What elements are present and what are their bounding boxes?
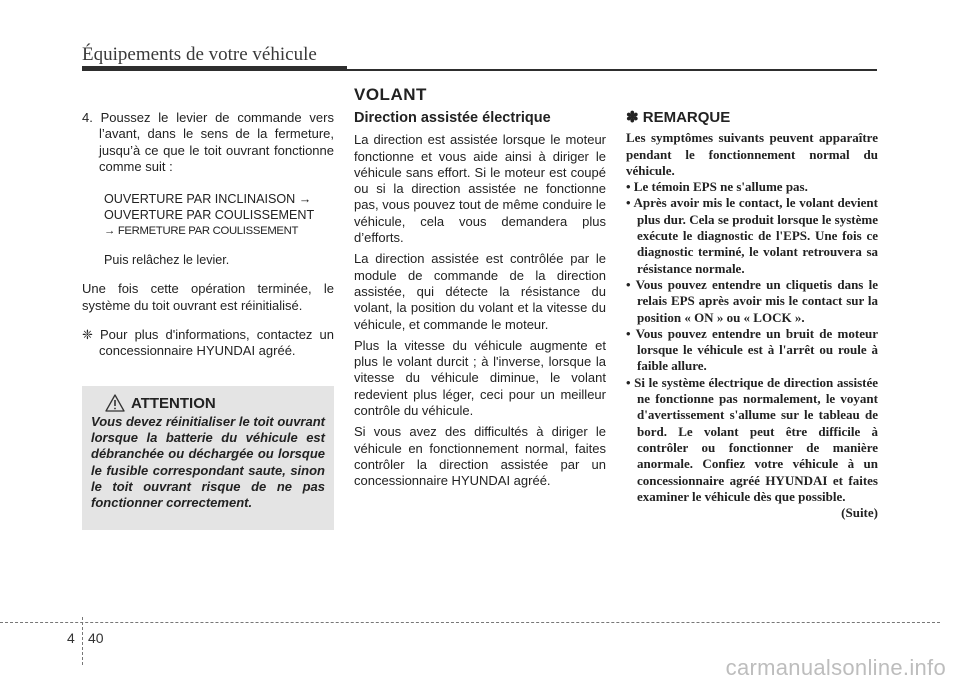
attention-title: ATTENTION — [131, 394, 216, 412]
remarque-bullet: • Si le système électrique de direction assistée ne fonctionne pas normalement, le voyant d'avertissement s'allume sur le tableau de bord. Le volant peut être difficile à contrôler ou fonctionner de manière anormale. Confiez votre véhicule à un concessionnaire agréé HYUNDAI et faites examiner le véhicule dès que possible. — [626, 374, 878, 504]
header-rule-thick — [82, 66, 347, 71]
footer-vertical-dashed-rule — [82, 617, 83, 665]
remarque-intro: Les symptômes suivants peuvent apparaître pendant le fonctionnement normal du véhicule. — [626, 130, 878, 178]
section-title-volant: VOLANT — [354, 85, 427, 104]
step-4-text: 4. Poussez le levier de commande vers l’avant, dans le sens de la fermeture, jusqu’à ce que le toit ouvrant fonctionne comme suit : — [82, 110, 334, 174]
suite-label: (Suite) — [841, 505, 878, 521]
release-instruction: Puis relâchez le levier. — [104, 252, 230, 267]
sequence-list — [82, 192, 334, 268]
attention-box — [82, 386, 334, 530]
header-rule-thin — [347, 69, 877, 71]
page-header-title: Équipements de votre véhicule — [82, 44, 317, 65]
remarque-bullet: • Le témoin EPS ne s'allume pas. — [626, 179, 808, 195]
volant-paragraph-1: La direction est assistée lorsque le moteur fonctionne et vous aide ainsi à diriger le véhicule sans effort. Si le moteur est coupé ou si la direction assistée ne fonctionne pas, vous pouvez tout de même conduire le véhicule, cela vous demandera plus d’efforts. — [354, 132, 606, 246]
attention-header — [105, 394, 325, 412]
remarque-bullet: • Vous pouvez entendre un bruit de moteur lorsque le véhicule est à l'arrêt ou roule à faible allure. — [626, 325, 878, 374]
more-info-text: ❈ Pour plus d'informations, contactez un concessionnaire HYUNDAI agréé. — [82, 326, 334, 359]
attention-body: Vous devez réinitialiser le toit ouvrant lorsque la batterie du véhicule est débranchée ou déchargée ou lorsque le fusible correspondant saute, sinon le toit ouvrant risque de ne pas fonctionner correctement. — [91, 414, 325, 511]
subtitle-direction-assistee: Direction assistée électrique — [354, 110, 551, 126]
left-column — [82, 110, 334, 360]
volant-paragraph-2: La direction assistée est contrôlée par le module de commande de la direction assistée, qui détecte la résistance du volant, la position du volant et la vitesse du véhicule, et commande le moteur. — [354, 251, 606, 332]
sequence-item-3: → FERMETURE PAR COULISSEMENT — [104, 224, 299, 237]
chapter-number: 4 — [67, 630, 75, 646]
volant-paragraph-4: Si vous avez des difficultés à diriger le véhicule en fonctionnement normal, faites contrôler la direction assistée par un concessionnaire HYUNDAI agréé. — [354, 424, 606, 489]
reinit-text: Une fois cette opération terminée, le système du toit ouvrant est réinitialisé. — [82, 281, 334, 313]
sequence-item-2: OUVERTURE PAR COULISSEMENT — [104, 207, 315, 222]
footer-dashed-rule — [0, 622, 940, 623]
sequence-item-1: OUVERTURE PAR INCLINAISON → — [104, 192, 312, 207]
right-column — [626, 110, 878, 521]
page-number: 40 — [88, 630, 104, 646]
remarque-title: ✽ REMARQUE — [626, 109, 731, 126]
volant-paragraph-3: Plus la vitesse du véhicule augmente et plus le volant durcit ; à l'inverse, lorsque la vitesse du véhicule diminue, le volant redevient plus léger, ceci pour un meilleur contrôle du véhicule. — [354, 337, 606, 419]
watermark-text: carmanualsonline.info — [725, 655, 946, 680]
remarque-bullet: • Vous pouvez entendre un cliquetis dans le relais EPS après avoir mis le contact sur la position « ON » ou « LOCK ». — [626, 276, 878, 325]
remarque-bullet: • Après avoir mis le contact, le volant devient plus dur. Cela se produit lorsque le système exécute le diagnostic de l'EPS. Une fois ce diagnostic terminé, le volant retrouvera sa résistance normale. — [626, 195, 878, 276]
middle-column — [354, 110, 606, 495]
warning-triangle-icon — [105, 394, 125, 412]
